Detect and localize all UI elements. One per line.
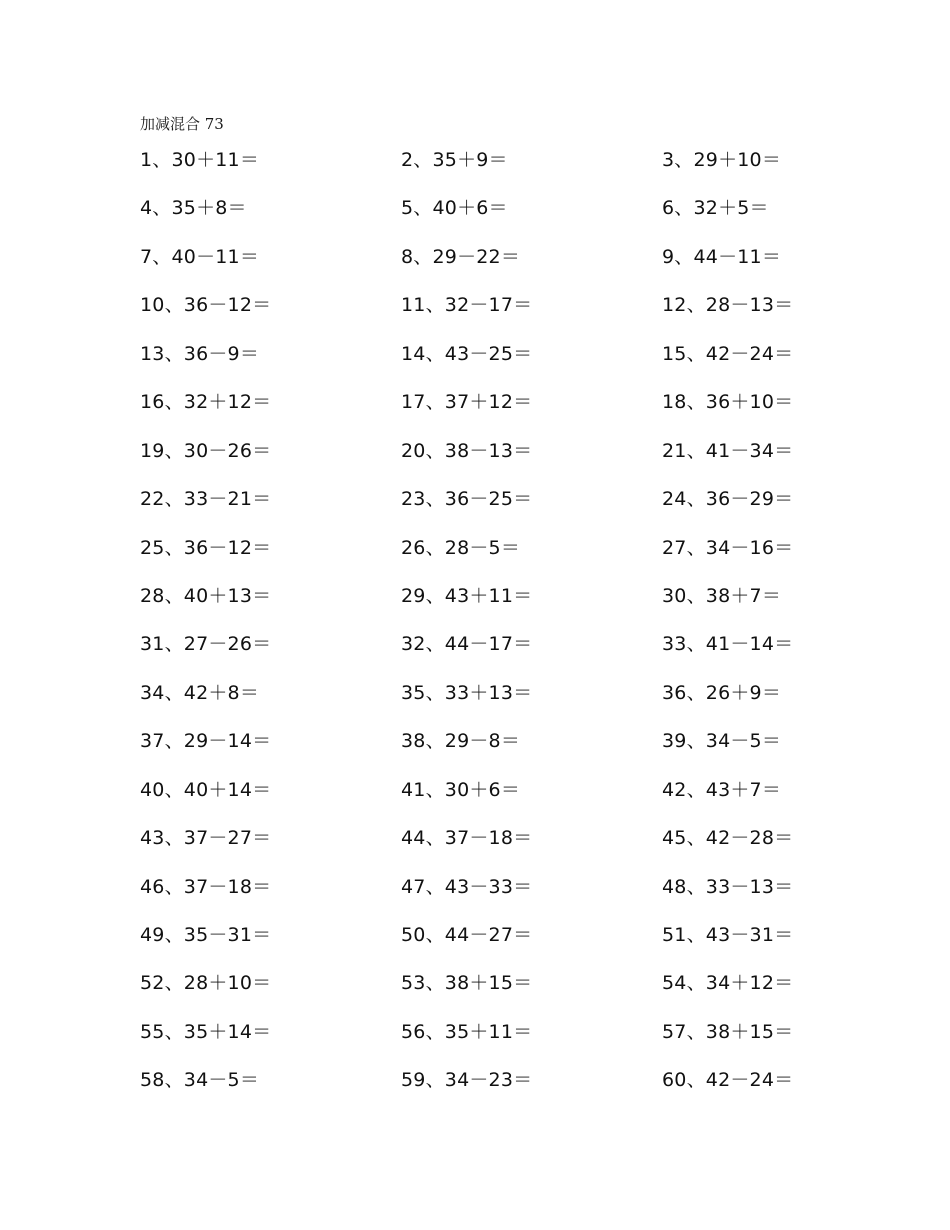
problem-grid xyxy=(140,146,840,1115)
problem-item: 20、38－13＝ xyxy=(401,439,533,462)
problem-item: 41、30＋6＝ xyxy=(401,778,521,801)
problem-item: 35、33＋13＝ xyxy=(401,681,533,704)
problem-item: 45、42－28＝ xyxy=(662,827,794,850)
problem-item: 56、35＋11＝ xyxy=(401,1020,533,1043)
problem-item: 22、33－21＝ xyxy=(140,488,272,511)
problem-item: 23、36－25＝ xyxy=(401,488,533,511)
problem-item: 19、30－26＝ xyxy=(140,439,272,462)
problem-item: 17、37＋12＝ xyxy=(401,391,533,414)
problem-item: 13、36－9＝ xyxy=(140,342,260,365)
problem-item: 2、35＋9＝ xyxy=(401,149,508,171)
problem-item: 49、35－31＝ xyxy=(140,924,272,946)
problem-item: 40、40＋14＝ xyxy=(140,778,272,801)
problem-item: 37、29－14＝ xyxy=(140,730,272,753)
problem-item: 27、34－16＝ xyxy=(662,536,794,559)
problem-item: 5、40＋6＝ xyxy=(401,197,508,220)
problem-item: 38、29－8＝ xyxy=(401,730,521,753)
problem-item: 28、40＋13＝ xyxy=(140,584,272,607)
problem-item: 34、42＋8＝ xyxy=(140,681,260,704)
problem-item: 42、43＋7＝ xyxy=(662,778,782,801)
problem-item: 4、35＋8＝ xyxy=(140,197,247,220)
problem-item: 33、41－14＝ xyxy=(662,633,794,656)
problem-item: 30、38＋7＝ xyxy=(662,584,782,607)
problem-item: 58、34－5＝ xyxy=(140,1069,260,1092)
problem-item: 54、34＋12＝ xyxy=(662,972,794,995)
problem-item: 32、44－17＝ xyxy=(401,633,533,656)
problem-item: 44、37－18＝ xyxy=(401,827,533,850)
problem-item: 51、43－31＝ xyxy=(662,924,794,946)
problem-item: 14、43－25＝ xyxy=(401,342,533,365)
problem-item: 6、32＋5＝ xyxy=(662,197,769,220)
problem-item: 26、28－5＝ xyxy=(401,536,521,559)
problem-item: 10、36－12＝ xyxy=(140,294,272,317)
problem-item: 39、34－5＝ xyxy=(662,730,782,753)
problem-item: 16、32＋12＝ xyxy=(140,391,272,414)
problem-item: 18、36＋10＝ xyxy=(662,391,794,414)
problem-item: 7、40－11＝ xyxy=(140,245,260,268)
problem-item: 43、37－27＝ xyxy=(140,827,272,850)
problem-item: 60、42－24＝ xyxy=(662,1069,794,1092)
problem-item: 57、38＋15＝ xyxy=(662,1020,794,1043)
problem-item: 9、44－11＝ xyxy=(662,245,782,268)
problem-item: 52、28＋10＝ xyxy=(140,972,272,995)
problem-item: 25、36－12＝ xyxy=(140,536,272,559)
problem-item: 48、33－13＝ xyxy=(662,875,794,898)
problem-item: 47、43－33＝ xyxy=(401,875,533,898)
problem-item: 53、38＋15＝ xyxy=(401,972,533,995)
problem-item: 55、35＋14＝ xyxy=(140,1020,272,1043)
problem-item: 36、26＋9＝ xyxy=(662,681,782,704)
problem-item: 12、28－13＝ xyxy=(662,294,794,317)
problem-item: 11、32－17＝ xyxy=(401,294,533,317)
problem-item: 3、29＋10＝ xyxy=(662,149,782,171)
problem-item: 50、44－27＝ xyxy=(401,924,533,946)
problem-item: 59、34－23＝ xyxy=(401,1069,533,1092)
problem-item: 21、41－34＝ xyxy=(662,439,794,462)
problem-item: 1、30＋11＝ xyxy=(140,149,260,171)
problem-item: 31、27－26＝ xyxy=(140,633,272,656)
problem-item: 15、42－24＝ xyxy=(662,342,794,365)
problem-item: 46、37－18＝ xyxy=(140,875,272,898)
problem-item: 29、43＋11＝ xyxy=(401,584,533,607)
problem-item: 24、36－29＝ xyxy=(662,488,794,511)
problem-item: 8、29－22＝ xyxy=(401,245,521,268)
page-title: 加减混合 73 xyxy=(140,115,224,133)
